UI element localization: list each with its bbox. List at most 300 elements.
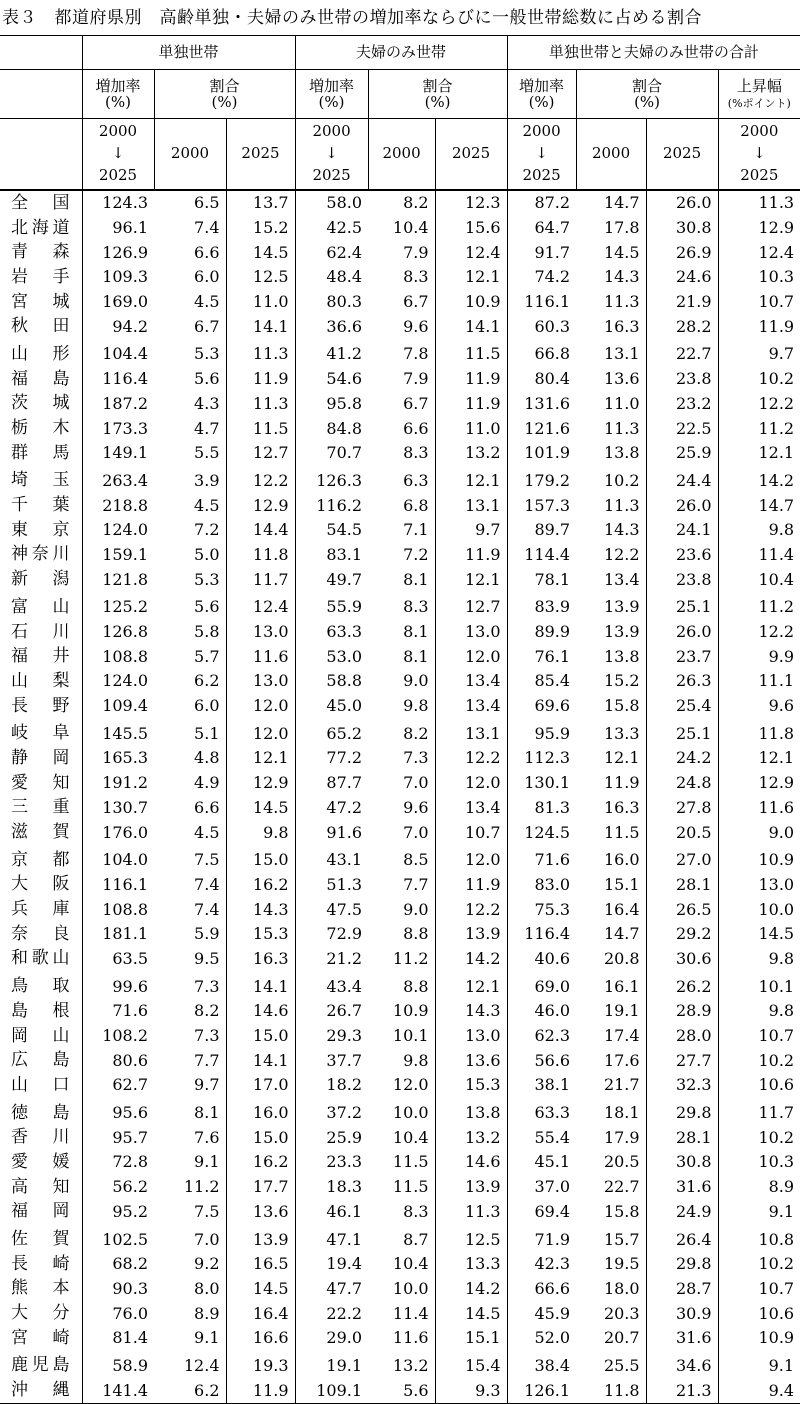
corner-cell xyxy=(0,70,82,119)
value-cell: 56.6 xyxy=(507,1048,576,1073)
value-cell: 20.8 xyxy=(603,948,640,968)
table-row xyxy=(0,796,800,821)
value-cell: 12.2 xyxy=(718,620,800,645)
value-cell: 71.6 xyxy=(507,845,576,873)
value-cell: 9.7 xyxy=(435,518,507,543)
value-cell: 14.1 xyxy=(226,1048,295,1073)
prefecture-cell: 福島 xyxy=(11,368,70,389)
value-cell: 9.1 xyxy=(718,1351,800,1379)
value-cell: 45.9 xyxy=(507,1301,576,1326)
value-cell: 11.5 xyxy=(226,416,295,441)
value-cell: 12.0 xyxy=(392,1075,429,1095)
value-cell: 66.6 xyxy=(507,1277,576,1302)
value-cell: 26.7 xyxy=(295,999,368,1024)
value-cell: 9.8 xyxy=(718,947,800,972)
value-cell: 10.0 xyxy=(392,1103,429,1123)
table-row xyxy=(0,718,800,746)
value-cell: 4.5 xyxy=(194,822,220,842)
year-range-header: 2000 ↓ 2025 xyxy=(82,119,154,191)
value-cell: 191.2 xyxy=(82,771,154,796)
value-cell: 20.3 xyxy=(603,1303,640,1323)
value-cell: 5.7 xyxy=(194,646,220,666)
value-cell: 7.3 xyxy=(403,748,429,768)
value-cell: 12.4 xyxy=(718,240,800,265)
value-cell: 14.1 xyxy=(226,971,295,999)
value-cell: 179.2 xyxy=(507,466,576,494)
prefecture-cell: 群馬 xyxy=(11,442,70,463)
value-cell: 48.4 xyxy=(295,265,368,290)
table-row xyxy=(0,1277,800,1302)
share-header: 割合 (%) xyxy=(576,70,718,119)
value-cell: 13.6 xyxy=(435,1048,507,1073)
prefecture-cell: 茨城 xyxy=(11,393,70,414)
value-cell: 47.1 xyxy=(295,1224,368,1252)
value-cell: 7.0 xyxy=(194,1229,220,1249)
value-cell: 10.1 xyxy=(718,971,800,999)
value-cell: 9.1 xyxy=(718,1200,800,1225)
group-header-total: 単独世帯と夫婦のみ世帯の合計 xyxy=(507,36,800,70)
prefecture-cell: 東京 xyxy=(11,519,70,540)
value-cell: 9.2 xyxy=(194,1254,220,1274)
value-cell: 11.2 xyxy=(718,416,800,441)
value-cell: 7.0 xyxy=(403,773,429,793)
value-cell: 60.3 xyxy=(507,314,576,339)
value-cell: 8.8 xyxy=(403,976,429,996)
table-title: 表３ 都道府県別 高齢単独・夫婦のみ世帯の増加率ならびに一般世帯総数に占める割合 xyxy=(2,8,702,28)
table-row xyxy=(0,820,800,845)
value-cell: 83.9 xyxy=(507,592,576,620)
value-cell: 6.2 xyxy=(194,671,220,691)
table-row xyxy=(0,845,800,873)
prefecture-cell: 北海道 xyxy=(11,217,70,238)
group-header-single: 単独世帯 xyxy=(82,36,295,70)
value-cell: 12.9 xyxy=(226,493,295,518)
value-cell: 87.7 xyxy=(295,771,368,796)
value-cell: 108.2 xyxy=(82,1024,154,1049)
value-cell: 13.4 xyxy=(435,669,507,694)
value-cell: 121.8 xyxy=(82,567,154,592)
table-row xyxy=(0,441,800,466)
value-cell: 149.1 xyxy=(82,441,154,466)
value-cell: 169.0 xyxy=(82,290,154,315)
value-cell: 9.6 xyxy=(403,316,429,336)
value-cell: 10.8 xyxy=(718,1224,800,1252)
prefecture-cell: 愛知 xyxy=(11,772,70,793)
prefecture-cell: 大阪 xyxy=(11,874,70,895)
value-cell: 64.7 xyxy=(507,216,576,241)
value-cell: 13.9 xyxy=(435,1175,507,1200)
value-cell: 10.2 xyxy=(718,1048,800,1073)
value-cell: 10.9 xyxy=(718,845,800,873)
value-cell: 10.7 xyxy=(435,820,507,845)
value-cell: 9.8 xyxy=(226,820,295,845)
table-row xyxy=(0,620,800,645)
value-cell: 6.5 xyxy=(194,193,220,213)
value-cell: 74.2 xyxy=(507,265,576,290)
prefecture-cell: 青森 xyxy=(11,242,70,263)
value-cell: 11.8 xyxy=(576,1378,646,1403)
year-range-header: 2000 ↓ 2025 xyxy=(295,119,368,191)
value-cell: 11.4 xyxy=(392,1303,429,1323)
value-cell: 26.4 xyxy=(646,1224,718,1252)
value-cell: 47.5 xyxy=(295,897,368,922)
value-cell: 13.0 xyxy=(435,620,507,645)
value-cell: 7.6 xyxy=(194,1127,220,1147)
value-cell: 90.3 xyxy=(82,1277,154,1302)
value-cell: 23.7 xyxy=(646,644,718,669)
value-cell: 10.2 xyxy=(603,470,640,490)
prefecture-cell: 宮城 xyxy=(11,291,70,312)
table-row xyxy=(0,1150,800,1175)
value-cell: 13.1 xyxy=(603,344,640,364)
value-cell: 54.5 xyxy=(295,518,368,543)
value-cell: 6.6 xyxy=(194,242,220,262)
prefecture-cell: 長崎 xyxy=(11,1253,70,1274)
value-cell: 12.1 xyxy=(435,265,507,290)
value-cell: 9.0 xyxy=(403,671,429,691)
value-cell: 5.3 xyxy=(194,569,220,589)
value-cell: 8.1 xyxy=(403,569,429,589)
value-cell: 157.3 xyxy=(507,493,576,518)
value-cell: 11.9 xyxy=(435,543,507,568)
value-cell: 58.8 xyxy=(295,669,368,694)
value-cell: 21.9 xyxy=(646,290,718,315)
value-cell: 126.9 xyxy=(82,240,154,265)
value-cell: 13.6 xyxy=(603,369,640,389)
value-cell: 18.2 xyxy=(295,1073,368,1098)
value-cell: 11.2 xyxy=(183,1177,220,1197)
value-cell: 11.0 xyxy=(435,416,507,441)
value-cell: 11.7 xyxy=(718,1098,800,1126)
value-cell: 9.8 xyxy=(718,518,800,543)
value-cell: 10.9 xyxy=(435,290,507,315)
table-row xyxy=(0,971,800,999)
value-cell: 13.8 xyxy=(603,443,640,463)
table-row xyxy=(0,1351,800,1379)
table-row xyxy=(0,567,800,592)
value-cell: 5.6 xyxy=(368,1378,435,1403)
value-cell: 21.7 xyxy=(603,1075,640,1095)
value-cell: 17.8 xyxy=(603,218,640,238)
value-cell: 10.4 xyxy=(392,1254,429,1274)
value-cell: 12.0 xyxy=(226,718,295,746)
value-cell: 14.5 xyxy=(226,796,295,821)
value-cell: 6.7 xyxy=(194,316,220,336)
value-cell: 131.6 xyxy=(507,392,576,417)
value-cell: 26.0 xyxy=(646,620,718,645)
prefecture-cell: 和歌山 xyxy=(11,948,70,969)
value-cell: 11.9 xyxy=(435,392,507,417)
table-row xyxy=(0,746,800,771)
table-row xyxy=(0,1175,800,1200)
table-row xyxy=(0,290,800,315)
value-cell: 10.3 xyxy=(718,265,800,290)
value-cell: 30.9 xyxy=(646,1301,718,1326)
value-cell: 24.4 xyxy=(646,466,718,494)
value-cell: 5.3 xyxy=(194,344,220,364)
value-cell: 14.5 xyxy=(226,240,295,265)
prefecture-cell: 高知 xyxy=(11,1176,70,1197)
value-cell: 14.5 xyxy=(718,922,800,947)
value-cell: 181.1 xyxy=(82,922,154,947)
value-cell: 124.5 xyxy=(507,820,576,845)
year-header-2025: 2025 xyxy=(226,119,295,191)
value-cell: 7.5 xyxy=(194,1201,220,1221)
value-cell: 13.9 xyxy=(435,922,507,947)
table-row xyxy=(0,216,800,241)
value-cell: 7.7 xyxy=(194,1050,220,1070)
value-cell: 15.0 xyxy=(226,1024,295,1049)
value-cell: 11.9 xyxy=(435,873,507,898)
value-cell: 4.8 xyxy=(194,748,220,768)
prefecture-cell: 山梨 xyxy=(11,670,70,691)
value-cell: 26.3 xyxy=(646,669,718,694)
value-cell: 80.3 xyxy=(295,290,368,315)
value-cell: 12.5 xyxy=(435,1224,507,1252)
value-cell: 12.9 xyxy=(718,216,800,241)
table-row xyxy=(0,947,800,972)
rate-header: 増加率 (%) xyxy=(295,70,368,119)
prefecture-cell: 秋田 xyxy=(11,316,70,337)
value-cell: 7.8 xyxy=(403,344,429,364)
value-cell: 15.2 xyxy=(603,671,640,691)
value-cell: 15.4 xyxy=(435,1351,507,1379)
value-cell: 15.7 xyxy=(603,1229,640,1249)
value-cell: 53.0 xyxy=(295,644,368,669)
value-cell: 8.9 xyxy=(718,1175,800,1200)
value-cell: 11.3 xyxy=(718,190,800,216)
table-row xyxy=(0,392,800,417)
value-cell: 11.4 xyxy=(718,543,800,568)
prefecture-cell: 島根 xyxy=(11,1000,70,1021)
value-cell: 14.3 xyxy=(603,267,640,287)
value-cell: 6.6 xyxy=(403,418,429,438)
value-cell: 11.9 xyxy=(226,1378,295,1403)
value-cell: 7.9 xyxy=(403,369,429,389)
value-cell: 5.1 xyxy=(194,723,220,743)
value-cell: 7.3 xyxy=(194,976,220,996)
value-cell: 11.9 xyxy=(603,773,640,793)
prefecture-cell: 大分 xyxy=(11,1303,70,1324)
year-range-header: 2000 ↓ 2025 xyxy=(718,119,800,191)
value-cell: 6.7 xyxy=(403,393,429,413)
value-cell: 13.0 xyxy=(226,620,295,645)
value-cell: 28.9 xyxy=(646,999,718,1024)
value-cell: 8.3 xyxy=(403,597,429,617)
value-cell: 47.2 xyxy=(295,796,368,821)
value-cell: 95.2 xyxy=(82,1200,154,1225)
value-cell: 62.7 xyxy=(82,1073,154,1098)
value-cell: 25.1 xyxy=(646,718,718,746)
value-cell: 11.6 xyxy=(718,796,800,821)
value-cell: 41.2 xyxy=(295,339,368,367)
value-cell: 25.9 xyxy=(295,1125,368,1150)
value-cell: 26.5 xyxy=(646,897,718,922)
value-cell: 95.7 xyxy=(82,1125,154,1150)
value-cell: 102.5 xyxy=(82,1224,154,1252)
value-cell: 7.2 xyxy=(194,520,220,540)
value-cell: 8.1 xyxy=(403,622,429,642)
value-cell: 116.4 xyxy=(507,922,576,947)
rise-header: 上昇幅 (%ポイント) xyxy=(718,70,800,119)
value-cell: 12.1 xyxy=(435,971,507,999)
value-cell: 11.8 xyxy=(718,718,800,746)
value-cell: 159.1 xyxy=(82,543,154,568)
value-cell: 40.6 xyxy=(507,947,576,972)
value-cell: 80.4 xyxy=(507,367,576,392)
value-cell: 71.6 xyxy=(82,999,154,1024)
value-cell: 9.3 xyxy=(435,1378,507,1403)
value-cell: 10.0 xyxy=(392,1278,429,1298)
value-cell: 26.2 xyxy=(646,971,718,999)
value-cell: 15.6 xyxy=(435,216,507,241)
value-cell: 17.4 xyxy=(603,1026,640,1046)
table-body xyxy=(0,190,800,1404)
value-cell: 7.2 xyxy=(403,544,429,564)
value-cell: 16.3 xyxy=(603,316,640,336)
value-cell: 42.3 xyxy=(507,1252,576,1277)
value-cell: 24.8 xyxy=(646,771,718,796)
value-cell: 11.3 xyxy=(226,339,295,367)
value-cell: 84.8 xyxy=(295,416,368,441)
value-cell: 34.6 xyxy=(646,1351,718,1379)
table-row xyxy=(0,543,800,568)
value-cell: 80.6 xyxy=(82,1048,154,1073)
value-cell: 29.0 xyxy=(295,1326,368,1351)
value-cell: 23.3 xyxy=(295,1150,368,1175)
value-cell: 23.2 xyxy=(646,392,718,417)
value-cell: 14.7 xyxy=(603,193,640,213)
year-header-2000: 2000 xyxy=(368,119,435,191)
value-cell: 10.7 xyxy=(718,290,800,315)
table-row xyxy=(0,240,800,265)
value-cell: 13.0 xyxy=(435,1024,507,1049)
prefecture-cell: 鳥取 xyxy=(11,976,70,997)
value-cell: 16.3 xyxy=(226,947,295,972)
value-cell: 16.3 xyxy=(603,797,640,817)
value-cell: 4.5 xyxy=(194,292,220,312)
value-cell: 22.7 xyxy=(603,1177,640,1197)
value-cell: 23.8 xyxy=(646,367,718,392)
value-cell: 31.6 xyxy=(646,1175,718,1200)
table-row xyxy=(0,999,800,1024)
value-cell: 58.9 xyxy=(82,1351,154,1379)
value-cell: 12.5 xyxy=(226,265,295,290)
value-cell: 85.4 xyxy=(507,669,576,694)
value-cell: 10.9 xyxy=(392,1001,429,1021)
value-cell: 29.8 xyxy=(646,1252,718,1277)
value-cell: 28.1 xyxy=(646,1125,718,1150)
value-cell: 14.6 xyxy=(435,1150,507,1175)
value-cell: 13.3 xyxy=(435,1252,507,1277)
value-cell: 14.7 xyxy=(718,493,800,518)
table-row xyxy=(0,367,800,392)
table-row xyxy=(0,644,800,669)
value-cell: 165.3 xyxy=(82,746,154,771)
table-row xyxy=(0,873,800,898)
value-cell: 9.1 xyxy=(194,1328,220,1348)
value-cell: 13.4 xyxy=(435,796,507,821)
value-cell: 13.7 xyxy=(226,190,295,216)
value-cell: 10.4 xyxy=(392,1127,429,1147)
value-cell: 104.4 xyxy=(82,339,154,367)
value-cell: 30.8 xyxy=(646,216,718,241)
value-cell: 4.3 xyxy=(194,393,220,413)
year-header-2025: 2025 xyxy=(646,119,718,191)
value-cell: 16.1 xyxy=(603,976,640,996)
value-cell: 43.1 xyxy=(295,845,368,873)
value-cell: 7.5 xyxy=(194,850,220,870)
value-cell: 27.8 xyxy=(646,796,718,821)
prefecture-cell: 沖縄 xyxy=(0,1378,82,1403)
value-cell: 141.4 xyxy=(82,1378,154,1403)
value-cell: 6.6 xyxy=(194,797,220,817)
value-cell: 29.2 xyxy=(646,922,718,947)
value-cell: 7.4 xyxy=(194,874,220,894)
value-cell: 12.1 xyxy=(718,441,800,466)
group-header-couple: 夫婦のみ世帯 xyxy=(295,36,507,70)
corner-cell xyxy=(0,36,82,70)
value-cell: 5.6 xyxy=(194,369,220,389)
value-cell: 25.5 xyxy=(603,1355,640,1375)
value-cell: 13.8 xyxy=(435,1098,507,1126)
prefecture-cell: 岐阜 xyxy=(11,723,70,744)
value-cell: 7.3 xyxy=(194,1026,220,1046)
value-cell: 263.4 xyxy=(82,466,154,494)
value-cell: 187.2 xyxy=(82,392,154,417)
value-cell: 10.7 xyxy=(718,1277,800,1302)
value-cell: 68.2 xyxy=(82,1252,154,1277)
value-cell: 89.9 xyxy=(507,620,576,645)
value-cell: 10.3 xyxy=(718,1150,800,1175)
value-cell: 12.3 xyxy=(435,190,507,216)
value-cell: 37.7 xyxy=(295,1048,368,1073)
value-cell: 173.3 xyxy=(82,416,154,441)
value-cell: 9.6 xyxy=(403,797,429,817)
value-cell: 6.2 xyxy=(154,1378,226,1403)
prefecture-cell: 滋賀 xyxy=(11,822,70,843)
value-cell: 89.7 xyxy=(507,518,576,543)
table-row xyxy=(0,466,800,494)
value-cell: 11.9 xyxy=(718,314,800,339)
prefecture-cell: 長野 xyxy=(11,695,70,716)
value-cell: 31.6 xyxy=(646,1326,718,1351)
value-cell: 12.9 xyxy=(226,771,295,796)
prefecture-cell: 兵庫 xyxy=(11,899,70,920)
value-cell: 94.2 xyxy=(82,314,154,339)
value-cell: 23.6 xyxy=(646,543,718,568)
value-cell: 47.7 xyxy=(295,1277,368,1302)
value-cell: 12.9 xyxy=(718,771,800,796)
value-cell: 95.8 xyxy=(295,392,368,417)
value-cell: 11.9 xyxy=(435,367,507,392)
value-cell: 62.3 xyxy=(507,1024,576,1049)
value-cell: 130.1 xyxy=(507,771,576,796)
value-cell: 19.4 xyxy=(295,1252,368,1277)
value-cell: 12.7 xyxy=(435,592,507,620)
table-row xyxy=(0,314,800,339)
value-cell: 11.6 xyxy=(226,644,295,669)
table-row xyxy=(0,1378,800,1403)
value-cell: 10.9 xyxy=(718,1326,800,1351)
value-cell: 37.0 xyxy=(507,1175,576,1200)
value-cell: 5.6 xyxy=(194,597,220,617)
value-cell: 28.2 xyxy=(646,314,718,339)
value-cell: 12.2 xyxy=(226,466,295,494)
value-cell: 15.3 xyxy=(435,1073,507,1098)
value-cell: 91.7 xyxy=(507,240,576,265)
table-row xyxy=(0,1073,800,1098)
